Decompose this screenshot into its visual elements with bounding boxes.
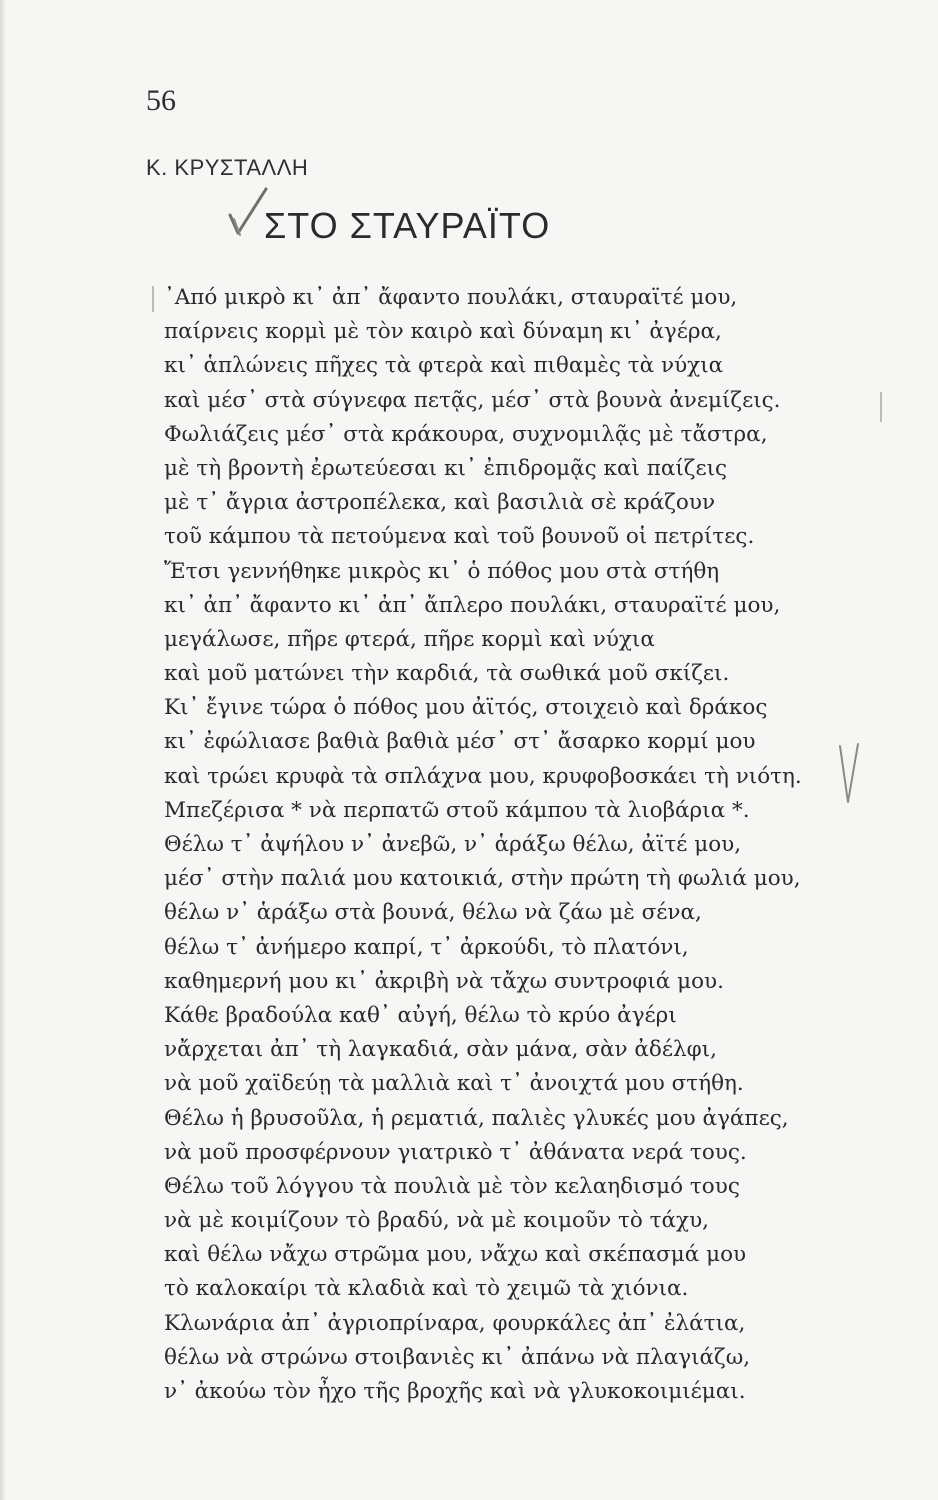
poem-line: τὸ καλοκαίρι τὰ κλαδιὰ καὶ τὸ χειμῶ τὰ χιόνια. <box>164 1276 689 1302</box>
poem-line: θέλω τ᾿ ἀνήμερο καπρί, τ᾿ ἀρκούδι, τὸ πλατόνι, <box>164 934 689 960</box>
poem-line: καὶ τρώει κρυφὰ τὰ σπλάχνα μου, κρυφοβοσκάει τὴ νιότη. <box>164 763 802 789</box>
poem-line: καὶ θέλω νἄχω στρῶμα μου, νἄχω καὶ σκέπασμά μου <box>164 1242 747 1268</box>
poem-line: νὰ μοῦ προσφέρνουν γιατρικὸ τ᾿ ἀθάνατα νερά τους. <box>164 1139 747 1165</box>
poem-title: ΣΤΟ ΣΤΑΥΡΑΪΤΟ <box>264 205 551 246</box>
poem-line: καὶ μέσ᾿ στὰ σύγνεφα πετᾷς, μέσ᾿ στὰ βουνὰ ἀνεμίζεις. <box>164 387 781 413</box>
poem-line: Μπεζέρισα * νὰ περπατῶ στοῦ κάμπου τὰ λιοβάρια *. <box>164 797 750 823</box>
poem-body <box>164 281 884 1409</box>
poem-line: Κάθε βραδούλα καθ᾿ αὐγή, θέλω τὸ κρύο ἀγέρι <box>164 1002 677 1028</box>
poem-line: νἄρχεται ἀπ᾿ τὴ λαγκαδιά, σὰν μάνα, σὰν ἀδέλφι, <box>164 1037 717 1063</box>
poem-line: ᾿Από μικρὸ κι᾿ ἀπ᾿ ἄφαντο πουλάκι, σταυραϊτέ μου, <box>164 285 738 310</box>
poem-line: Θέλω τοῦ λόγγου τὰ πουλιὰ μὲ τὸν κελαηδισμό τους <box>164 1173 740 1199</box>
poem-line: καθημερνή μου κι᾿ ἀκριβὴ νὰ τἄχω συντροφιά μου. <box>164 968 724 994</box>
poem-line: μὲ τὴ βροντὴ ἐρωτεύεσαι κι᾿ ἐπιδρομᾷς καὶ παίζεις <box>164 455 728 481</box>
margin-line-top <box>152 286 154 312</box>
poem-line: θέλω ν᾿ ἁράξω στὰ βουνά, θέλω νὰ ζάω μὲ σένα, <box>164 900 702 926</box>
poem-line: Κλωνάρια ἀπ᾿ ἀγριοπρίναρα, φουρκάλες ἀπ᾿ ἐλάτια, <box>164 1310 746 1336</box>
poem-line: νὰ μοῦ χαϊδεύῃ τὰ μαλλιὰ καὶ τ᾿ ἀνοιχτά μου στήθη. <box>164 1071 744 1097</box>
poem-line: ν᾿ ἀκούω τὸν ἦχο τῆς βροχῆς καὶ νὰ γλυκοκοιμιέμαι. <box>164 1379 746 1404</box>
poem-line: Θέλω ἡ βρυσοῦλα, ἡ ρεματιά, παλιὲς γλυκές μου ἀγάπες, <box>164 1105 789 1131</box>
poem-line: Κι᾿ ἔγινε τώρα ὁ πόθος μου ἀϊτός, στοιχειὸ καὶ δράκος <box>164 695 768 721</box>
poem-line: μέσ᾿ στὴν παλιά μου κατοικιά, στὴν πρώτη τὴ φωλιά μου, <box>164 866 801 892</box>
poem-line: Θέλω τ᾿ ἀψήλου ν᾿ ἀνεβῶ, ν᾿ ἁράξω θέλω, ἀϊτέ μου, <box>164 832 742 857</box>
poem-line: θέλω νὰ στρώνω στοιβανιὲς κι᾿ ἀπάνω νὰ πλαγιάζω, <box>164 1344 751 1370</box>
poem-line: μὲ τ᾿ ἄγρια ἀστροπέλεκα, καὶ βασιλιὰ σὲ κράζουν <box>164 490 716 516</box>
poem-line: κι᾿ ἀπ᾿ ἄφαντο κι᾿ ἀπ᾿ ἄπλερο πουλάκι, σταυραϊτέ μου, <box>164 592 781 618</box>
page-gutter-shadow <box>0 0 6 1500</box>
poem-line: τοῦ κάμπου τὰ πετούμενα καὶ τοῦ βουνοῦ οἱ πετρίτες. <box>164 524 755 550</box>
poem-line: κι᾿ ἁπλώνεις πῆχες τὰ φτερὰ καὶ πιθαμὲς τὰ νύχια <box>164 353 724 379</box>
poem-line: κι᾿ ἐφώλιασε βαθιὰ βαθιὰ μέσ᾿ στ᾿ ἄσαρκο κορμί μου <box>164 729 756 755</box>
poem-line: Φωλιάζεις μέσ᾿ στὰ κράκουρα, συχνομιλᾷς μὲ τἄστρα, <box>164 421 768 447</box>
poem-line: καὶ μοῦ ματώνει τὴν καρδιά, τὰ σωθικά μοῦ σκίζει. <box>164 661 730 687</box>
poem-line: νὰ μὲ κοιμίζουν τὸ βραδύ, νὰ μὲ κοιμοῦν τὸ τάχυ, <box>164 1208 709 1234</box>
page-number: 56 <box>146 84 176 117</box>
poem-line: Ἔτσι γεννήθηκε μικρὸς κι᾿ ὁ πόθος μου στὰ στήθη <box>164 558 720 584</box>
author-name: Κ. ΚΡΥΣΤΑΛΛΗ <box>146 155 309 180</box>
poem-line: παίρνεις κορμὶ μὲ τὸν καιρὸ καὶ δύναμη κι᾿ ἀγέρα, <box>164 319 722 345</box>
poem-line: μεγάλωσε, πῆρε φτερά, πῆρε κορμὶ καὶ νύχια <box>164 626 655 652</box>
